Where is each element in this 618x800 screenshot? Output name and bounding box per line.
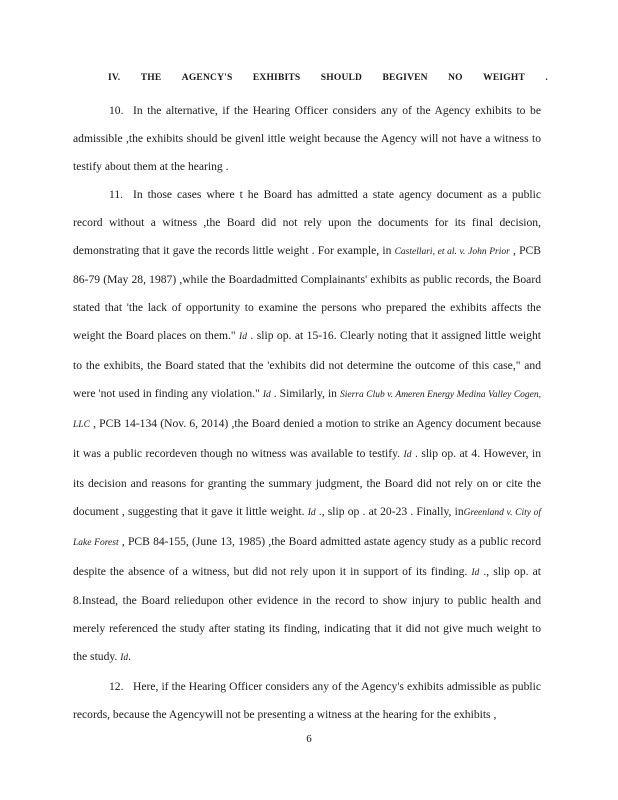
paragraph (73, 181, 541, 673)
paragraph-text: . Similarly, in (270, 387, 340, 401)
citation: Id (307, 507, 316, 518)
heading-word: WEIGHT (483, 73, 526, 83)
citation: Castellari, et al. v. John Prior (394, 246, 510, 257)
paragraph-text: ., slip op . at 20-23 . Finally, in (315, 504, 464, 518)
heading-word: NO (448, 73, 463, 83)
paragraph-number: 11. (109, 187, 124, 201)
paragraph-number: 12. (109, 680, 124, 694)
citation: Id (239, 332, 247, 343)
heading-word: EXHIBITS (252, 73, 301, 83)
heading-word: AGENCY'S (181, 73, 233, 83)
paragraph-text: , PCB 86-79 (May 28, 1987) ,while the Boardadmitted Complainants' exhibits as public records, the Board stated that 'the lack of opportunity to examine the persons who prepared the exhibits affects the weight the Board places on them." (73, 243, 541, 343)
heading-word: SHOULD (320, 73, 363, 83)
heading-word: . (545, 73, 548, 83)
citation: Id (120, 653, 129, 664)
citation: Id (471, 567, 480, 578)
page-number: 6 (306, 733, 312, 745)
paragraph-number: 10. (109, 104, 124, 117)
paragraph (73, 673, 541, 729)
section-heading (108, 73, 548, 83)
citation: Sierra Club v. Ameren Energy Medina Valley Cogen, LLC (73, 390, 542, 430)
heading-word: THE (140, 73, 162, 83)
paragraph-text: In those cases where t he Board has admitted a state agency document as a public record without a witness ,the Board did not rely upon the documents for its final decision, demonstrating that it gave the records little weight . For example, in (73, 187, 541, 257)
body-text (73, 97, 541, 729)
heading-number: IV. (108, 73, 121, 83)
paragraph-text: . (128, 650, 132, 664)
paragraph-text: Here, if the Hearing Officer considers any of the Agency's exhibits admissible as public records, because the Agencywill not be presenting a witness at the hearing for the exhibits , (73, 680, 541, 722)
citation: Id (262, 390, 271, 401)
citation: Id (403, 449, 412, 460)
paragraph (73, 97, 541, 181)
paragraph-text: , PCB 84-155, (June 13, 1985) ,the Board admitted astate agency study as a public record despite the absence of a witness, but did not rely upon it in support of its finding. (73, 534, 542, 578)
paragraph-text: . slip op. at 15-16. Clearly noting that it assigned little weight to the exhibits, the Board stated that the 'exhibits did not determine the outcome of this case," and were 'not used in finding any violation." (73, 329, 541, 401)
paragraph-text: ., slip op. at 8.Instead, the Board reliedupon other evidence in the record to show injury to public health and merely referenced the study after stating its finding, indicating that it did not give much weight to the study. (73, 564, 541, 664)
citation: Greenland v. City of Lake Forest (73, 507, 541, 548)
paragraph-text: In the alternative, if the Hearing Officer considers any of the Agency exhibits to be admissible ,the exhibits should be givenl ittle weight because the Agency will not have a witness to testify about them at the hearing . (73, 104, 541, 173)
heading-word: BEGIVEN (382, 73, 428, 83)
paragraph-text: . slip op. at 4. However, in its decision and reasons for granting the summary judgment, the Board did not rely on or cite the document , suggesting that it gave it little weight. (73, 446, 542, 518)
paragraph-text: , PCB 14-134 (Nov. 6, 2014) ,the Board denied a motion to strike an Agency document because it was a public recordeven though no witness was available to testify. (73, 416, 541, 460)
